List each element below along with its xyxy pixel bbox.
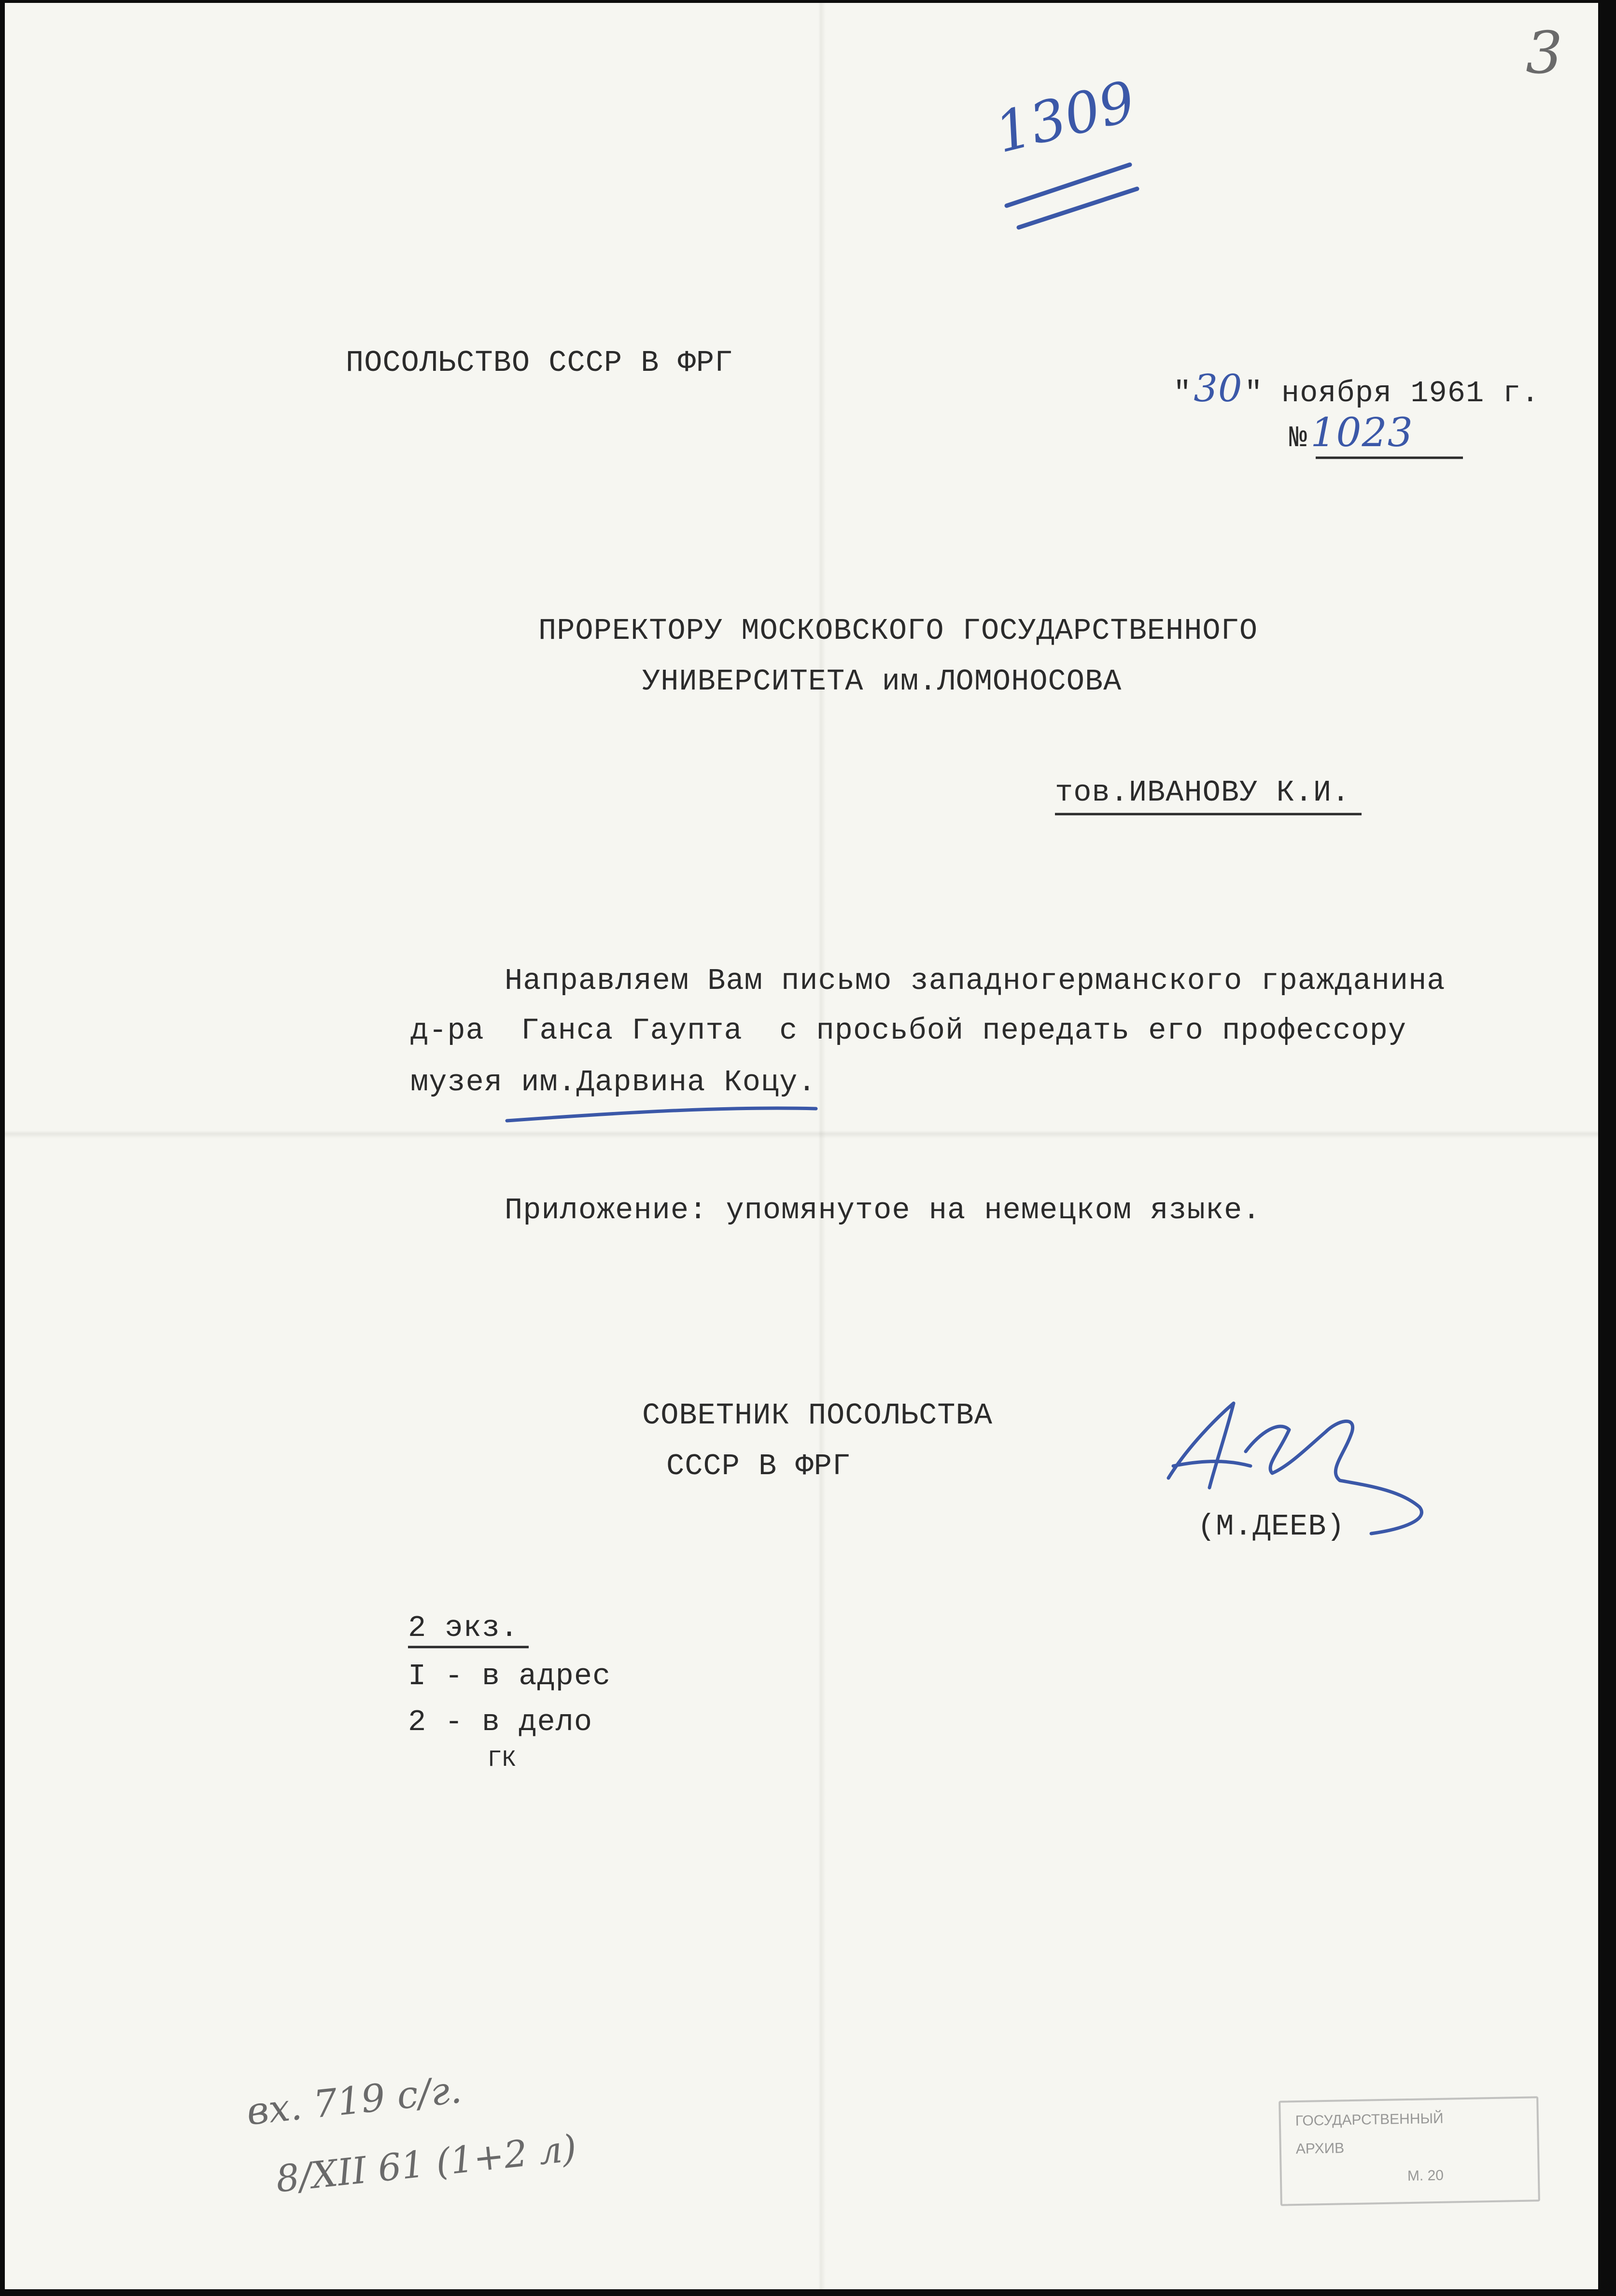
incoming-registration-2: 8/XII 61 (1+2 л)	[274, 2126, 579, 2201]
attachment-note: Приложение: упомянутое на немецком языке.	[505, 1193, 1261, 1227]
addressee-name: тов.ИВАНОВУ К.И.	[1055, 775, 1350, 810]
stamp-line-3: М. 20	[1407, 2167, 1444, 2184]
stamp-line-2: АРХИВ	[1295, 2140, 1345, 2157]
date-day: 30	[1194, 367, 1243, 410]
copies-item-2: 2 - в дело	[408, 1705, 593, 1739]
number-value: 1023	[1310, 410, 1413, 456]
addressee-line-1: ПРОРЕКТОРУ МОСКОВСКОГО ГОСУДАРСТВЕННОГО	[538, 614, 1258, 648]
incoming-registration-1: вх. 719 с/г.	[244, 2068, 464, 2134]
sender-heading: ПОСОЛЬСТВО СССР В ФРГ	[346, 346, 733, 380]
typist-initials: ГК	[488, 1747, 517, 1773]
copies-item-1: I - в адрес	[408, 1659, 611, 1693]
signer-title-2: СССР В ФРГ	[666, 1449, 851, 1483]
registration-number: 1309	[989, 69, 1142, 166]
signer-title-1: СОВЕТНИК ПОСОЛЬСТВА	[642, 1398, 993, 1433]
date-open-quote: "	[1173, 376, 1192, 410]
body-line-1: Направляем Вам письмо западногерманского гражданина	[505, 964, 1446, 998]
page-number: 3	[1526, 20, 1563, 87]
ink-overlay	[5, 3, 1598, 2289]
museum-underline	[507, 1108, 816, 1121]
signature-mark	[1168, 1403, 1421, 1534]
number-prefix: №	[1289, 421, 1308, 455]
body-line-3: музея им.Дарвина Коцу.	[410, 1065, 816, 1099]
body-line-2: д-ра Ганса Гаупта с просьбой передать его профессору	[410, 1014, 1407, 1048]
addressee-line-2: УНИВЕРСИТЕТА им.ЛОМОНОСОВА	[642, 664, 1122, 699]
registration-strokes	[1007, 165, 1137, 227]
stamp-line-1: ГОСУДАРСТВЕННЫЙ	[1295, 2110, 1444, 2129]
document-page	[5, 3, 1598, 2289]
date-rest: " ноября 1961 г.	[1244, 376, 1540, 410]
copies-count: 2 экз.	[408, 1611, 519, 1645]
signer-name: (М.ДЕЕВ)	[1197, 1509, 1345, 1544]
